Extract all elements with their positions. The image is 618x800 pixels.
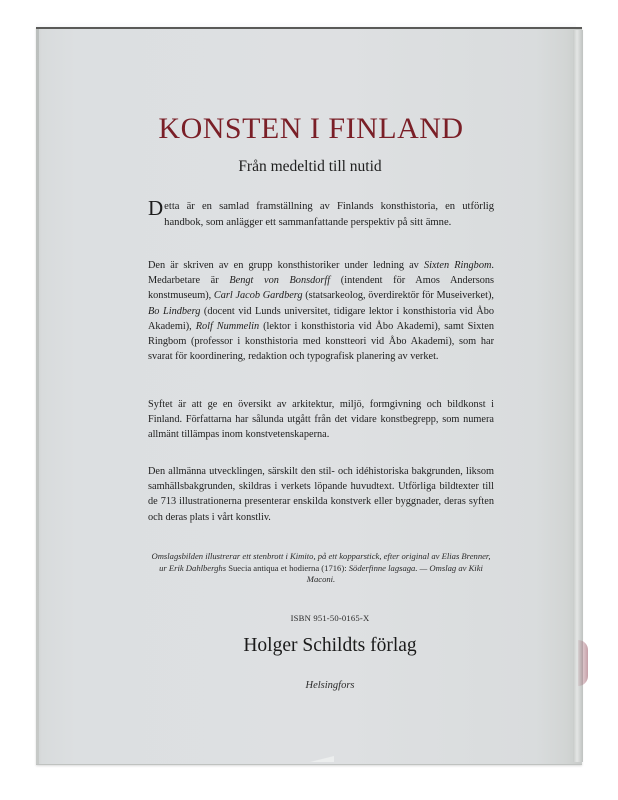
caption-segment: Omslagsbilden illustrerar ett stenbrott i Kimito, på ett kopparstick, efter original av Elias Brenner, ur Erik Dahlberghs: [151, 551, 491, 573]
intro-paragraph: [148, 196, 494, 230]
isbn: ISBN 951-50-0165-X: [290, 613, 370, 623]
spine-label-fragment: [578, 640, 588, 686]
purpose-paragraph: Syftet är att ge en översikt av arkitektur, miljö, formgivning och bildkonst i Finland. Författarna har sålunda utgått från det vidare konstbegrepp, som numera allmänt tillämpas inom konstvetenskaperna.: [148, 399, 494, 441]
caption-segment: Söderfinne lagsaga. — Omslag av Kiki Maconi.: [306, 562, 483, 584]
drop-cap: D: [148, 196, 164, 220]
author-name: Rolf Nummelin: [195, 320, 260, 332]
book-title: KONSTEN I FINLAND: [158, 112, 464, 145]
text-segment: (statsarkeolog, överdirektör för Museiverket),: [302, 290, 494, 302]
content-paragraph: Den allmänna utvecklingen, särskilt den stil- och idéhistoriska bakgrunden, liksom samhällsbakgrunden, skildras i verkets löpande huvudtext. Utförliga bildtexter till de 713 illustrationerna presenterar enskilda konstverk eller byggnader, deras syften och deras plats i vårt konstliv.: [148, 466, 494, 523]
cover-image-caption: [148, 551, 494, 586]
author-name: Bengt von Bonsdorff: [229, 275, 331, 287]
author-name: Carl Jacob Gardberg: [213, 290, 303, 302]
authors-paragraph: [148, 258, 494, 364]
text-segment: . Medarbetare är: [148, 260, 494, 287]
caption-segment: Suecia antiqua et hodierna (1716):: [228, 562, 349, 573]
text-segment: (docent vid Lunds universitet, tidigare lektor i konsthistoria vid Åbo Akademi),: [148, 305, 494, 332]
torn-corner: [310, 756, 334, 762]
text-segment: Den är skriven av en grupp konsthistoriker under ledning av: [148, 260, 424, 271]
text-segment: (intendent för Amos Andersons konstmuseum),: [148, 275, 495, 302]
publisher-city: Helsingfors: [305, 680, 355, 691]
intro-text: etta är en samlad framställning av Finlands konsthistoria, en utförlig handbok, som anlägger ett sammanfattande perspektiv på sitt ämne.: [164, 201, 494, 228]
author-name: Sixten Ringbom: [423, 260, 492, 271]
author-name: Bo Lindberg: [148, 305, 201, 317]
book-subtitle: Från medeltid till nutid: [238, 158, 382, 175]
publisher-name: Holger Schildts förlag: [243, 635, 417, 656]
text-segment: (lektor i konsthistoria vid Åbo Akademi), samt Sixten Ringbom (professor i konsthistoria med konstteori vid Åbo Akademi), som har svarat för koordinering, redaktion och typografisk planering av verket.: [148, 320, 494, 363]
